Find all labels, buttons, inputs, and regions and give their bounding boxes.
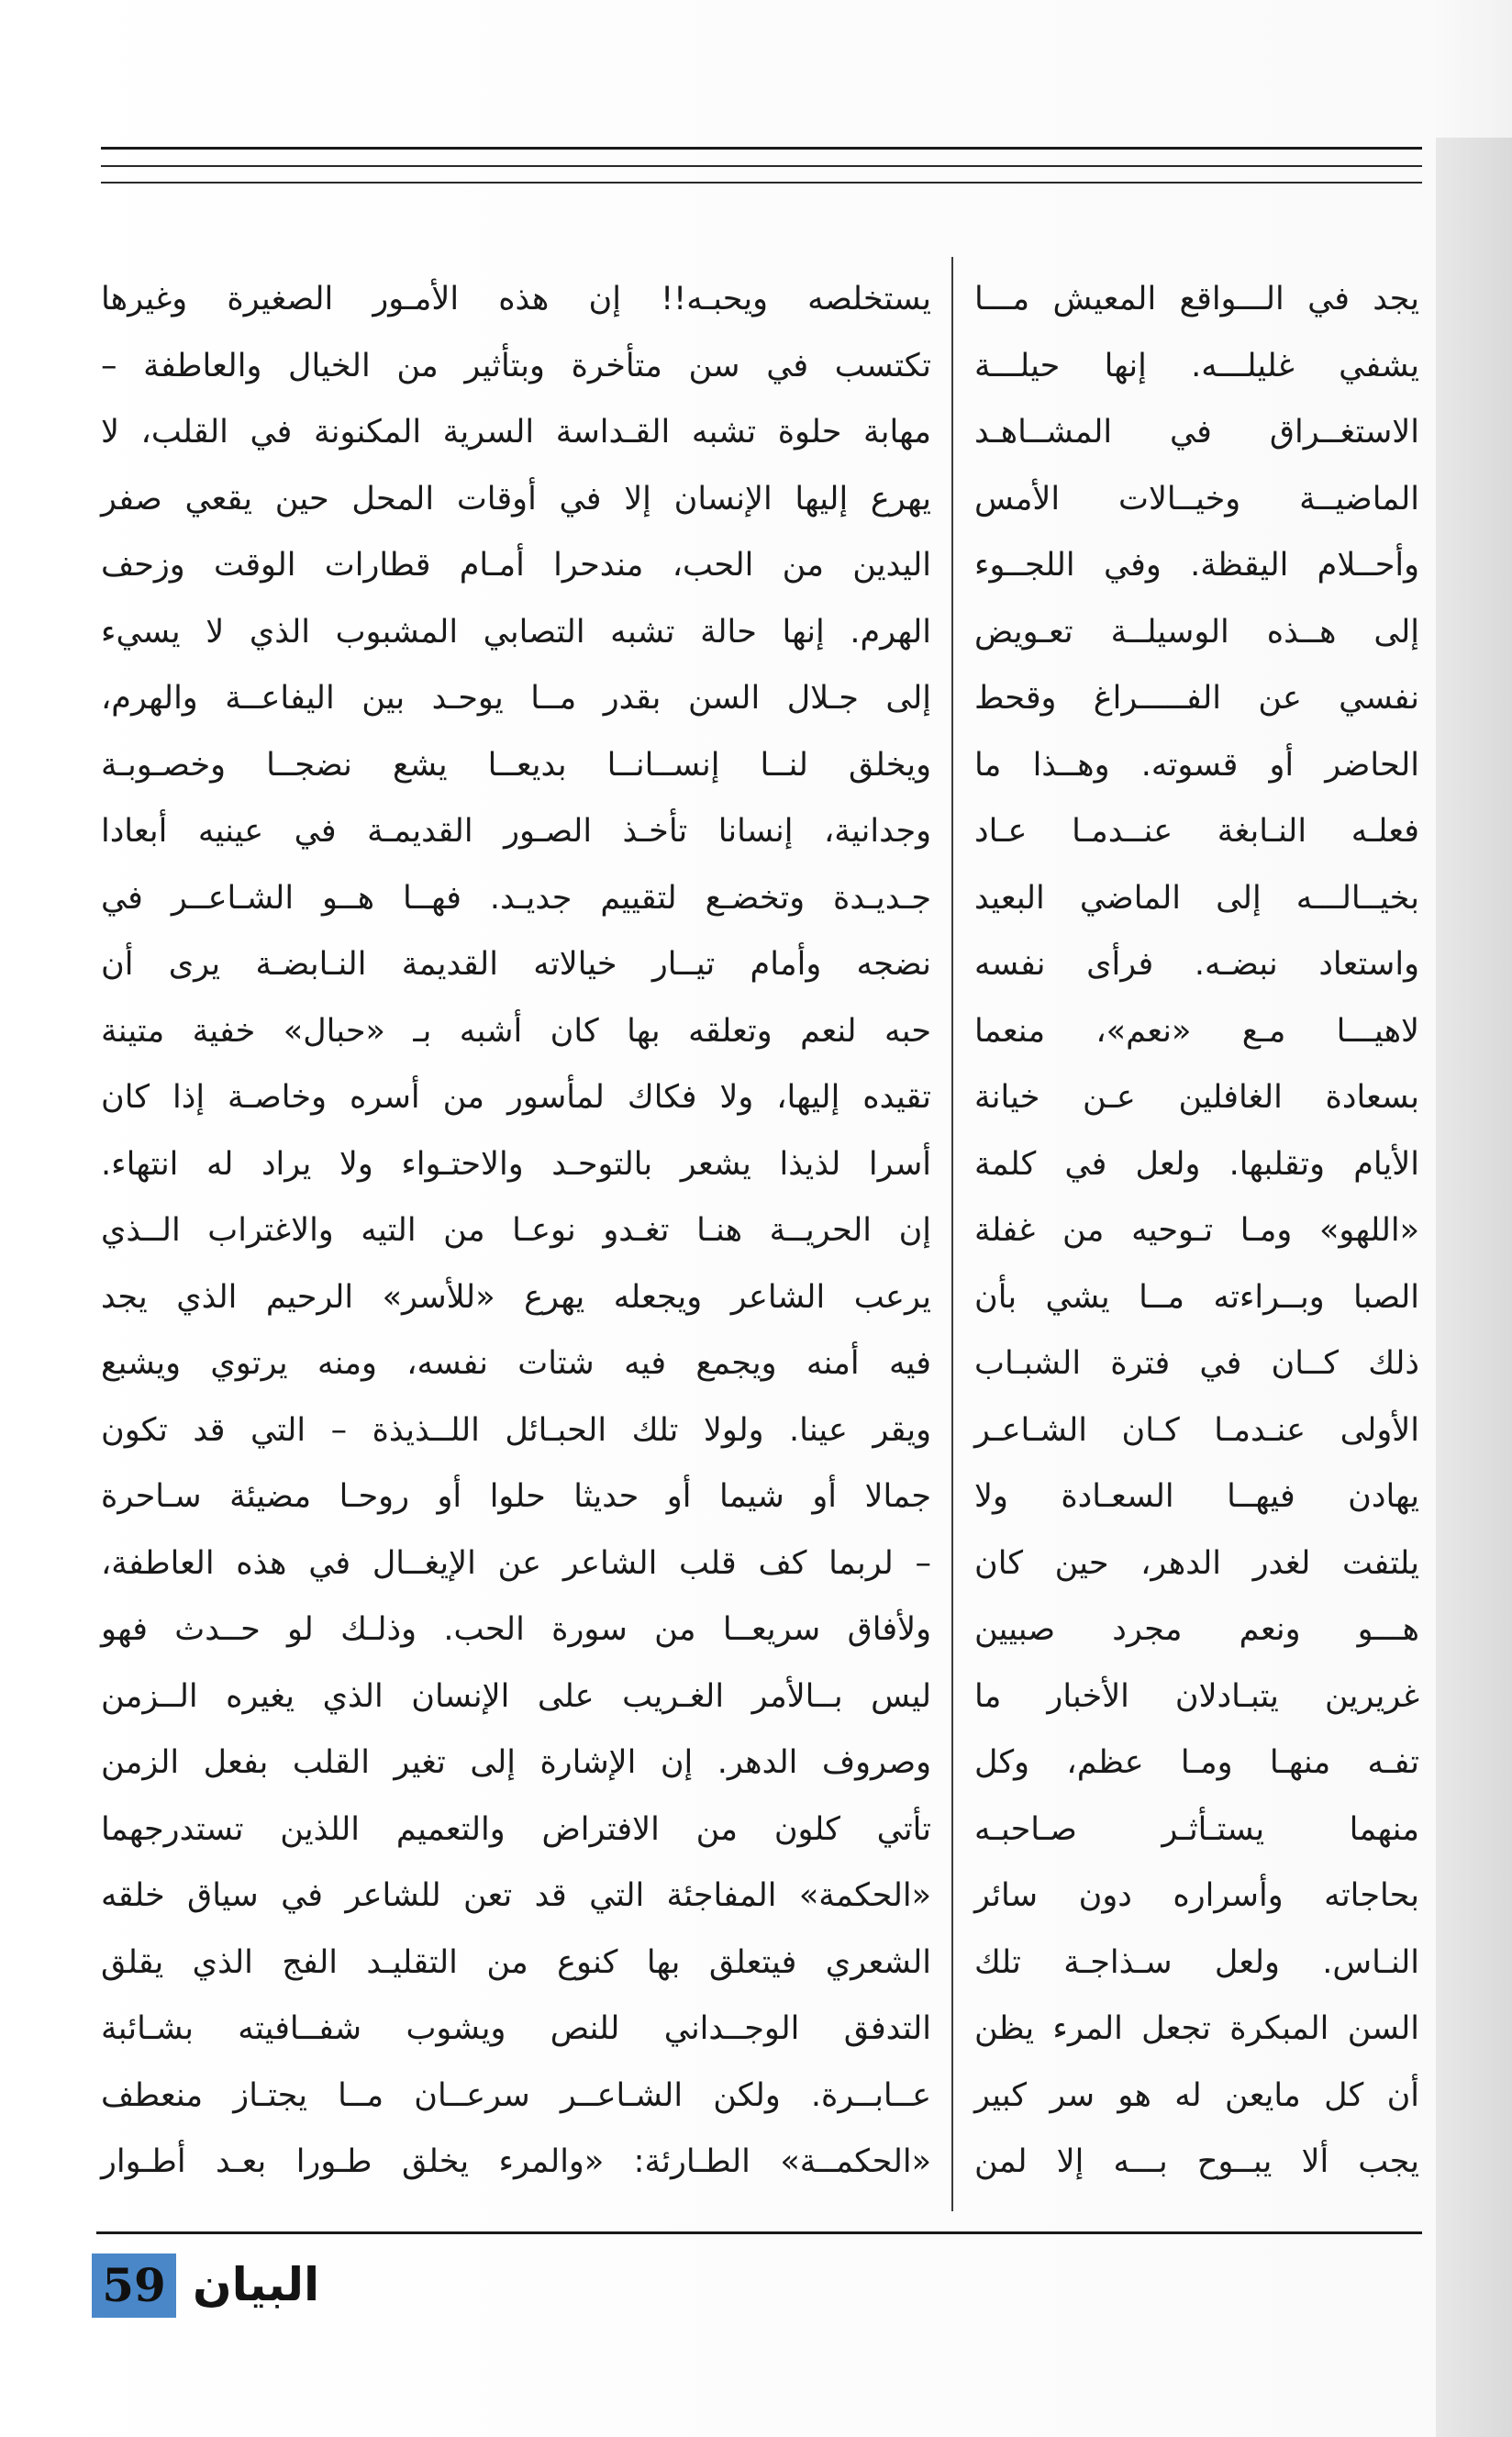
text-line: بسعادة الغافلين عـن خيانة bbox=[974, 1079, 1419, 1116]
text-line: هـــو ونعم مجرد صبيين bbox=[974, 1611, 1419, 1648]
text-line: الاستغــراق في المشــاهـد bbox=[974, 414, 1419, 451]
article-column-right bbox=[974, 266, 1419, 2196]
text-line: إلى هــذه الوسيلــة تعـويض bbox=[974, 613, 1419, 651]
text-line: مهابة حلوة تشبه القـداسة السرية المكنونة في القلب، لا bbox=[101, 414, 931, 451]
text-line: يجد في الـــواقع المعيش مـــا bbox=[974, 281, 1419, 317]
text-line: ويخلق لنــا إنســانــا بديعــا يشع نضجــا وخصـوبـة bbox=[101, 746, 931, 784]
text-line: جمالا أو شيما أو حديثا حلوا أو روحـا مضيئة سـاحرة bbox=[101, 1478, 931, 1515]
text-line: الأولى عنـدمـا كـان الشـاعـر bbox=[974, 1411, 1419, 1449]
text-line: أن كل مايعن له هو سر كبير bbox=[974, 2076, 1419, 2114]
text-line: وأحــلام اليقظة. وفي اللجــوء bbox=[974, 547, 1419, 584]
text-line: الأيام وتقلبها. ولعل في كلمة bbox=[974, 1145, 1419, 1183]
text-line: يستخلصه ويحبـه!! إن هذه الأمـور الصغيرة وغيرها bbox=[101, 281, 931, 317]
text-line: بحاجاته وأسراره دون سائر bbox=[974, 1877, 1419, 1914]
text-line: السن المبكرة تجعل المرء يظن bbox=[974, 2010, 1419, 2047]
text-line: اليدين من الحب، مندحرا أمـام قطارات الوقت وزحف bbox=[101, 547, 931, 584]
header-rule-top bbox=[101, 147, 1422, 150]
text-line: فيه أمنه ويجمع فيه شتات نفسه، ومنه يرتوي ويشبع bbox=[101, 1345, 931, 1382]
text-line: ذلك كــان في فترة الشبـاب bbox=[974, 1345, 1419, 1382]
text-line: الشعري فيتعلق بها كنوع من التقليـد الفج الذي يقلق bbox=[101, 1943, 931, 1981]
text-line: تقيده إليها، ولا فكاك لمأسور من أسره وخاصـة إذا كان bbox=[101, 1079, 931, 1116]
text-line: تفـه منهـا ومـا عظم، وكل bbox=[974, 1744, 1419, 1781]
text-line: – لربما كف قلب الشاعر عن الإيغــال في هذه العاطفة، bbox=[101, 1544, 931, 1582]
text-line: نفسي عن الفـــــراغ وقحط bbox=[974, 680, 1419, 717]
text-line: أسرا لذيذا يشعر بالتوحـد والاحتـواء ولا يراد له انتهاء. bbox=[101, 1145, 931, 1183]
text-line: ليس بــالأمر الغـريب على الإنسان الذي يغيره الــزمن bbox=[101, 1677, 931, 1715]
text-line: ولأفاق سريعــا من سورة الحب. وذلـك لو حــدث فهو bbox=[101, 1611, 931, 1648]
text-line: منهما يستـأثـر صـاحبـه bbox=[974, 1810, 1419, 1848]
column-divider bbox=[951, 257, 953, 2211]
text-line: جـديـدة وتخضـع لتقييم جديـد. فهــا هــو الشـاعــر في bbox=[101, 879, 931, 917]
text-line: تأتي كلون من الافتراض والتعميم اللذين تستدرجهما bbox=[101, 1810, 931, 1848]
text-line: الهرم. إنها حالة تشبه التصابي المشبوب الذي لا يسيء bbox=[101, 613, 931, 651]
text-line: وصروف الدهر. إن الإشارة إلى تغير القلب بفعل الزمن bbox=[101, 1744, 931, 1781]
text-line: حبه لنعم وتعلقه بها كان أشبه بـ «حبال» خفية متينة bbox=[101, 1012, 931, 1050]
text-line: الحاضر أو قسوته. وهــذا ما bbox=[974, 746, 1419, 784]
text-line: يجب ألا يبــوح بـــه إلا لمن bbox=[974, 2143, 1419, 2180]
text-line: ويقر عينا. ولولا تلك الحبـائل اللــذيذة – التي قد تكون bbox=[101, 1411, 931, 1449]
text-line: الماضيــة وخيــالات الأمس bbox=[974, 480, 1419, 517]
page-number: 59 bbox=[92, 2253, 176, 2318]
header-rule-bottom bbox=[101, 182, 1422, 184]
text-line: «الحكمــة» الطـارئة: «والمرء يخلق طـورا بعـد أطـوار bbox=[101, 2143, 931, 2180]
text-line: الصبا وبــراءته مــا يشي بأن bbox=[974, 1278, 1419, 1316]
text-line: لاهيـــا مـع «نعم»، منعما bbox=[974, 1012, 1419, 1050]
text-line: يهرع إليها الإنسان إلا في أوقات المحل حين يقعي صفر bbox=[101, 480, 931, 517]
text-line: عــابــرة. ولكن الشـاعــر سرعــان مــا يجتـاز منعطف bbox=[101, 2076, 931, 2114]
text-line: يهادن فيهــا السعـادة ولا bbox=[974, 1478, 1419, 1515]
text-line: يلتفت لغدر الدهر، حين كان bbox=[974, 1544, 1419, 1582]
text-line: إلى جـلال السن بقدر مــا يوحـد بين اليفاعــة والهرم، bbox=[101, 680, 931, 717]
article-column-left bbox=[101, 266, 931, 2196]
text-line: غريرين يتبـادلان الأخبار ما bbox=[974, 1677, 1419, 1715]
header-rule-middle bbox=[101, 165, 1422, 167]
text-line: بخيــالـــه إلى الماضي البعيد bbox=[974, 879, 1419, 917]
text-line: النـاس. ولعل سـذاجـة تلك bbox=[974, 1943, 1419, 1981]
text-line: يشفي غليلـــه. إنها حيلـــة bbox=[974, 347, 1419, 384]
text-line: يرعب الشاعر ويجعله يهرع «للأسر» الرحيم الذي يجد bbox=[101, 1278, 931, 1316]
text-line: واستعاد نبضـه. فرأى نفسه bbox=[974, 946, 1419, 983]
magazine-name: البيان bbox=[193, 2258, 320, 2311]
text-line: نضجه وأمام تيــار خيالاته القديمة النـابضـة يرى أن bbox=[101, 946, 931, 983]
text-line: التدفق الوجــداني للنص ويشوب شفــافيته بشـائبة bbox=[101, 2010, 931, 2047]
text-line: وجدانية، إنسانا تأخـذ الصـور القديمـة في عينيه أبعادا bbox=[101, 813, 931, 850]
text-line: «اللهو» ومـا تـوحيه من غفلة bbox=[974, 1212, 1419, 1249]
text-line: فعلـه النـابغة عنــدمـا عـاد bbox=[974, 813, 1419, 850]
text-line: تكتسب في سن متأخرة وبتأثير من الخيال والعاطفة – bbox=[101, 347, 931, 384]
text-line: «الحكمة» المفاجئة التي قد تعن للشاعر في سياق خلقه bbox=[101, 1877, 931, 1914]
text-line: إن الحريــة هنـا تغـدو نوعـا من التيه والاغتراب الــذي bbox=[101, 1212, 931, 1249]
scan-edge-shadow bbox=[1436, 138, 1512, 2437]
footer-rule bbox=[96, 2231, 1422, 2234]
